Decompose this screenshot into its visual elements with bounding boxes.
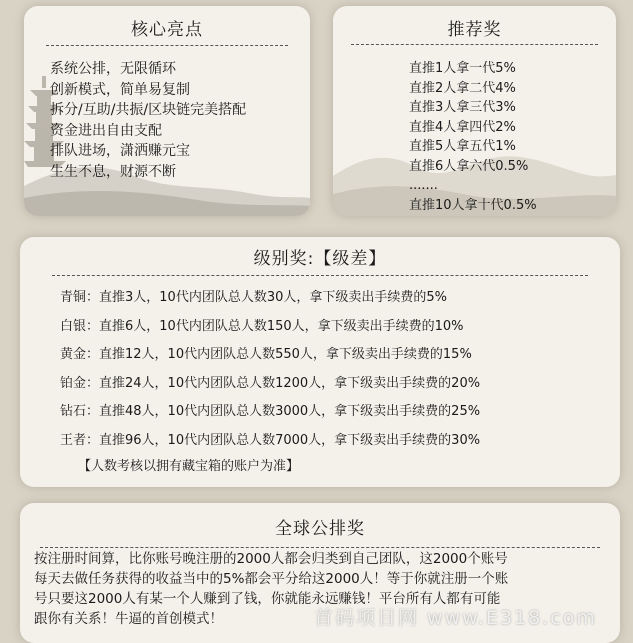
referral-title: 推荐奖 xyxy=(447,20,502,40)
watermark: 首码项目网 www.E318.com xyxy=(314,607,597,629)
core-item: 资金进出自由支配 xyxy=(50,122,162,139)
level-row-platinum: 铂金：直推24人，10代内团队总人数1200人，拿下级卖出手续费的20% xyxy=(60,375,481,391)
global-title: 全球公排奖 xyxy=(275,519,365,539)
referral-ellipsis: ....... xyxy=(409,178,438,193)
referral-card xyxy=(333,6,616,216)
core-divider xyxy=(46,45,288,46)
level-row-bronze: 青铜：直推3人，10代内团队总人数30人，拿下级卖出手续费的5% xyxy=(60,290,447,305)
referral-divider xyxy=(351,44,598,45)
level-divider xyxy=(52,275,588,276)
referral-item: 直推5人拿五代1% xyxy=(409,139,516,154)
core-title: 核心亮点 xyxy=(131,20,203,40)
referral-item: 直推1人拿一代5% xyxy=(409,61,516,76)
referral-item: 直推10人拿十代0.5% xyxy=(409,197,537,213)
core-item: 系统公排，无限循环 xyxy=(50,61,176,77)
referral-item: 直推3人拿三代3% xyxy=(409,100,516,115)
core-highlights-card xyxy=(24,6,310,216)
global-description: 按注册时间算，比你账号晚注册的2000人都会归类到自己团队，这2000个账号 每天去做任务获得的收益当中的5%都会平分给这2000人！等于你就注册一个账 号只要这2000人有某一个人赚到了钱，你就能永远赚钱！平台所有人都有可能 跟你有关系！牛逼的首创模式！ xyxy=(34,551,509,627)
level-title: 级别奖:【级差】 xyxy=(253,249,387,269)
referral-item: 直推6人拿六代0.5% xyxy=(409,158,529,174)
level-reward-card xyxy=(20,237,620,487)
level-row-gold: 黄金：直推12人，10代内团队总人数550人，拿下级卖出手续费的15% xyxy=(60,347,472,362)
level-note: 【人数考核以拥有藏宝箱的账户为准】 xyxy=(78,459,300,474)
core-item: 拆分/互助/共振/区块链完美搭配 xyxy=(50,102,247,118)
referral-item: 直推4人拿四代2% xyxy=(409,119,516,135)
core-list xyxy=(50,59,246,182)
level-list xyxy=(60,284,480,455)
core-item: 生生不息，财源不断 xyxy=(50,163,176,180)
core-item: 创新模式，简单易复制 xyxy=(50,81,190,98)
referral-list xyxy=(409,59,537,215)
core-item: 排队进场，潇洒赚元宝 xyxy=(50,143,190,159)
referral-item: 直推2人拿二代4% xyxy=(409,80,516,96)
level-row-silver: 白银：直推6人，10代内团队总人数150人，拿下级卖出手续费的10% xyxy=(60,318,464,334)
level-row-diamond: 钻石：直推48人，10代内团队总人数3000人，拿下级卖出手续费的25% xyxy=(60,404,481,419)
global-divider xyxy=(40,547,600,548)
level-row-king: 王者：直推96人，10代内团队总人数7000人，拿下级卖出手续费的30% xyxy=(60,432,481,448)
